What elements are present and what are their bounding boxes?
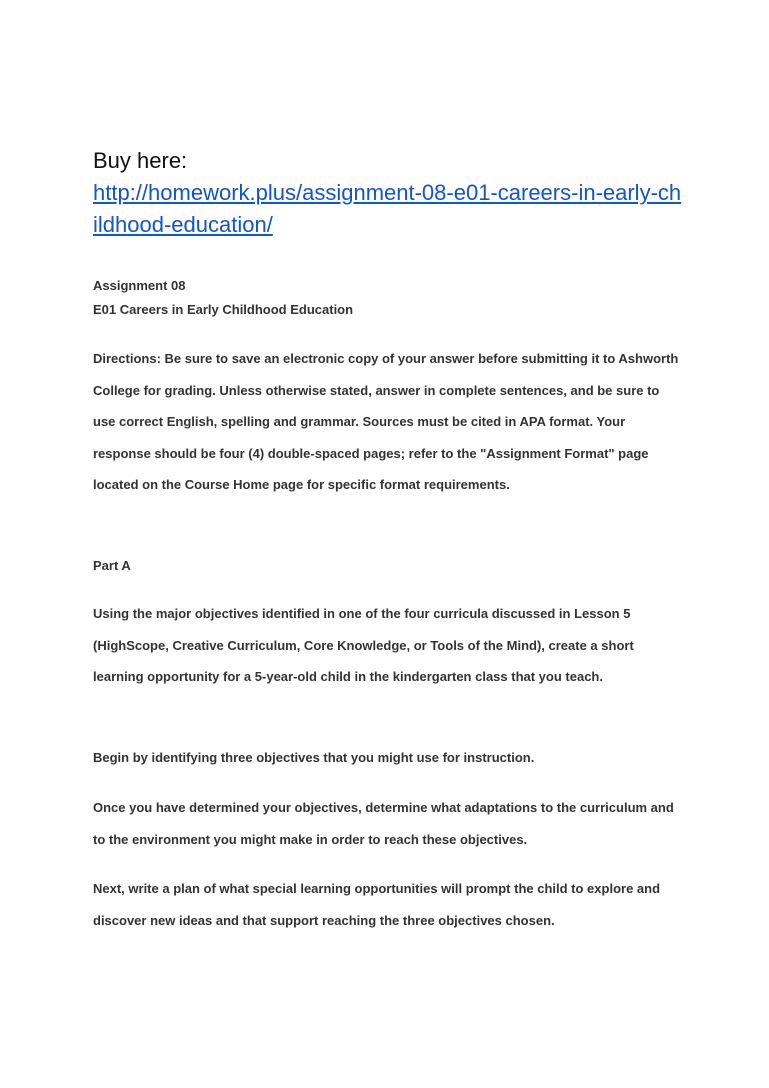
buy-here-label: Buy here: — [93, 148, 188, 173]
part-a-heading: Part A — [93, 558, 131, 573]
part-a-paragraph-2: Begin by identifying three objectives that you might use for instruction. — [93, 750, 535, 765]
part-a-paragraph-1: Using the major objectives identified in one of the four curricula discussed in Lesson 5 (HighScope, Creative Curriculum, Core Knowledge, or Tools of the Mind), create a short learning opportunity for a 5-year-old child in the kindergarten class that you teach. — [93, 606, 634, 685]
part-a-paragraph-4: Next, write a plan of what special learning opportunities will prompt the child to explore and discover new ideas and that support reaching the three objectives chosen. — [93, 881, 661, 928]
directions-paragraph: Directions: Be sure to save an electronic copy of your answer before submitting it to Ashworth College for grading. Unless otherwise stated, answer in complete sentences, and be sure to use correct English, spelling and grammar. Sources must be cited in APA format. Your response should be four (4) double-spaced pages; refer to the "Assignment Format" page located on the Course Home page for specific format requirements. — [93, 351, 679, 493]
buy-link[interactable]: http://homework.plus/assignment-08-e01-careers-in-early-childhood-education/ — [93, 180, 682, 237]
part-a-paragraph-3: Once you have determined your objectives, determine what adaptations to the curriculum and to the environment you might make in order to reach these objectives. — [93, 800, 674, 847]
assignment-title: E01 Careers in Early Childhood Education — [93, 302, 354, 317]
assignment-number: Assignment 08 — [93, 278, 186, 293]
